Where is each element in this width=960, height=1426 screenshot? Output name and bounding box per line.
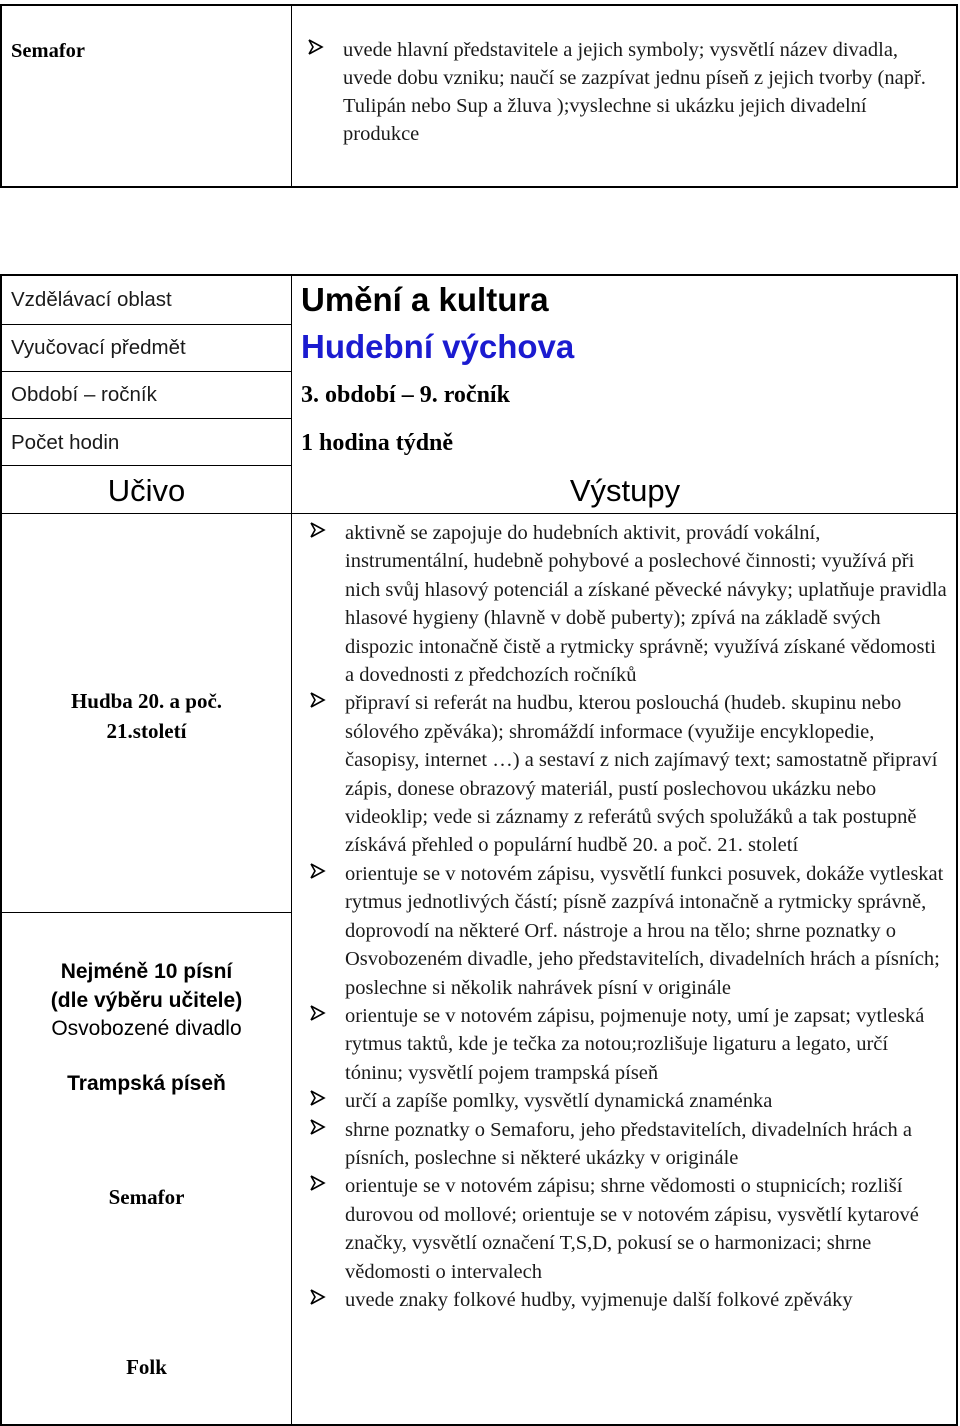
outputs-header: Výstupy bbox=[569, 473, 681, 508]
music-education-table bbox=[0, 274, 958, 1426]
topic-osvobozene-divadlo: Osvobozené divadlo bbox=[51, 1017, 242, 1040]
output-item bbox=[309, 519, 949, 689]
output-item bbox=[309, 1002, 949, 1087]
topic-folk: Folk bbox=[126, 1355, 167, 1379]
row-divider bbox=[2, 912, 291, 913]
output-text: orientuje se v notovém zápisu, pojmenuje noty, umí je zapsat; vytleská rytmus taktů, kde je tečka za notou;rozlišuje ligaturu a legato, určí tóninu; vysvětlí pojem trampská píseň bbox=[345, 1004, 925, 1084]
topic-line: 21.století bbox=[106, 719, 187, 743]
topic-semafor: Semafor bbox=[108, 1185, 185, 1209]
output-item bbox=[309, 689, 949, 859]
subject-value: Hudební výchova bbox=[301, 328, 575, 365]
arrow-bullet-icon bbox=[307, 36, 325, 58]
songs-selection: (dle výběru učitele) bbox=[50, 988, 243, 1012]
hours-label: Počet hodin bbox=[11, 431, 120, 454]
output-item bbox=[309, 1286, 949, 1314]
output-text: shrne poznatky o Semaforu, jeho představitelích, divadelních hrách a písních, poslechne si některé ukázky v originále bbox=[345, 1118, 912, 1169]
area-value: Umění a kultura bbox=[301, 281, 549, 318]
subject-label: Vyučovací předmět bbox=[11, 336, 186, 359]
semafor-table bbox=[0, 4, 958, 188]
arrow-bullet-icon bbox=[309, 1002, 327, 1024]
period-value: 3. období – 9. ročník bbox=[301, 382, 510, 408]
topic-semafor: Semafor bbox=[11, 40, 86, 62]
output-text: uvede znaky folkové hudby, vyjmenuje další folkové zpěváky bbox=[345, 1288, 853, 1311]
row-divider bbox=[2, 465, 291, 466]
arrow-bullet-icon bbox=[309, 1116, 327, 1138]
topic-music-20-21-century bbox=[2, 686, 291, 746]
output-item bbox=[309, 1087, 949, 1115]
row-divider bbox=[2, 324, 291, 325]
arrow-bullet-icon bbox=[309, 1172, 327, 1194]
outputs-list bbox=[309, 519, 949, 1314]
column-divider bbox=[291, 276, 292, 1424]
songs-and-theatre bbox=[2, 958, 291, 1044]
output-text: určí a zapíše pomlky, vysvětlí dynamická znaménka bbox=[345, 1090, 773, 1113]
topic-tramp-song: Trampská píseň bbox=[67, 1072, 226, 1095]
output-item bbox=[307, 36, 947, 148]
curriculum-header: Učivo bbox=[107, 473, 186, 508]
output-text: aktivně se zapojuje do hudebních aktivit, provádí vokální, instrumentální, hudebně pohybové a poslechové činnosti; využívá při nich svůj hlasový potenciál a získané pěvecké návyky; uplatňuje pravidla hlasové hygieny (hlavně v době puberty); zpívá na základě svých dispozic intonačně čistě a rytmicky správně; využívá získané vědomosti a dovednosti z předchozích ročníků bbox=[345, 522, 947, 687]
row-divider bbox=[2, 371, 291, 372]
topic-line: Hudba 20. a poč. bbox=[70, 689, 223, 713]
header-divider bbox=[2, 513, 958, 514]
output-item bbox=[309, 1116, 949, 1173]
output-text: orientuje se v notovém zápisu, vysvětlí funkci posuvek, dokáže vytleskat rytmus jednotlivých částí; písně zazpívá intonačně a rytmicky správně, doprovodí na některé Orf. nástroje a hrou na tělo; shrne poznatky o Osvobozeném divadle, jeho představitelích, divadelních hrách a písních; poslechne si několik nahrávek písní v originále bbox=[345, 862, 944, 999]
row-divider bbox=[2, 418, 291, 419]
output-text: uvede hlavní představitele a jejich symboly; vysvětlí název divadla, uvede dobu vzniku; naučí se zazpívat jednu píseň z jejich tvorby (např. Tulipán nebo Sup a žluva );vyslechne si ukázku jejich divadelní produkce bbox=[343, 39, 926, 145]
output-text: orientuje se v notovém zápisu; shrne vědomosti o stupnicích; rozliší durovou od mollové; orientuje se v notovém zápisu, vysvětlí kytarové značky, vysvětlí označení T,S,D, pokusí se o harmonizaci; shrne vědomosti o intervalech bbox=[345, 1175, 919, 1283]
arrow-bullet-icon bbox=[309, 860, 327, 882]
arrow-bullet-icon bbox=[309, 519, 327, 541]
period-label: Období – ročník bbox=[11, 383, 157, 406]
songs-count: Nejméně 10 písní bbox=[60, 960, 233, 983]
output-item bbox=[309, 860, 949, 1002]
output-text: připraví si referát na hudbu, kterou poslouchá (hudeb. skupinu nebo sólového zpěváka); shromáždí informace (využije encyklopedie, časopisy, internet …) a sestaví z nich zajímavý text; samostatně připraví zápis, donese obrazový materiál, pustí poslechovou ukázku nebo videoklip; vede si záznamy z referátů svých spolužáků a tak postupně získává přehled o populární hudbě 20. a poč. 21. století bbox=[345, 692, 938, 857]
arrow-bullet-icon bbox=[309, 689, 327, 711]
semafor-outputs bbox=[307, 36, 947, 148]
arrow-bullet-icon bbox=[309, 1286, 327, 1308]
column-divider bbox=[291, 6, 292, 186]
hours-value: 1 hodina týdně bbox=[301, 430, 454, 456]
area-label: Vzdělávací oblast bbox=[11, 288, 172, 311]
output-item bbox=[309, 1172, 949, 1286]
arrow-bullet-icon bbox=[309, 1087, 327, 1109]
